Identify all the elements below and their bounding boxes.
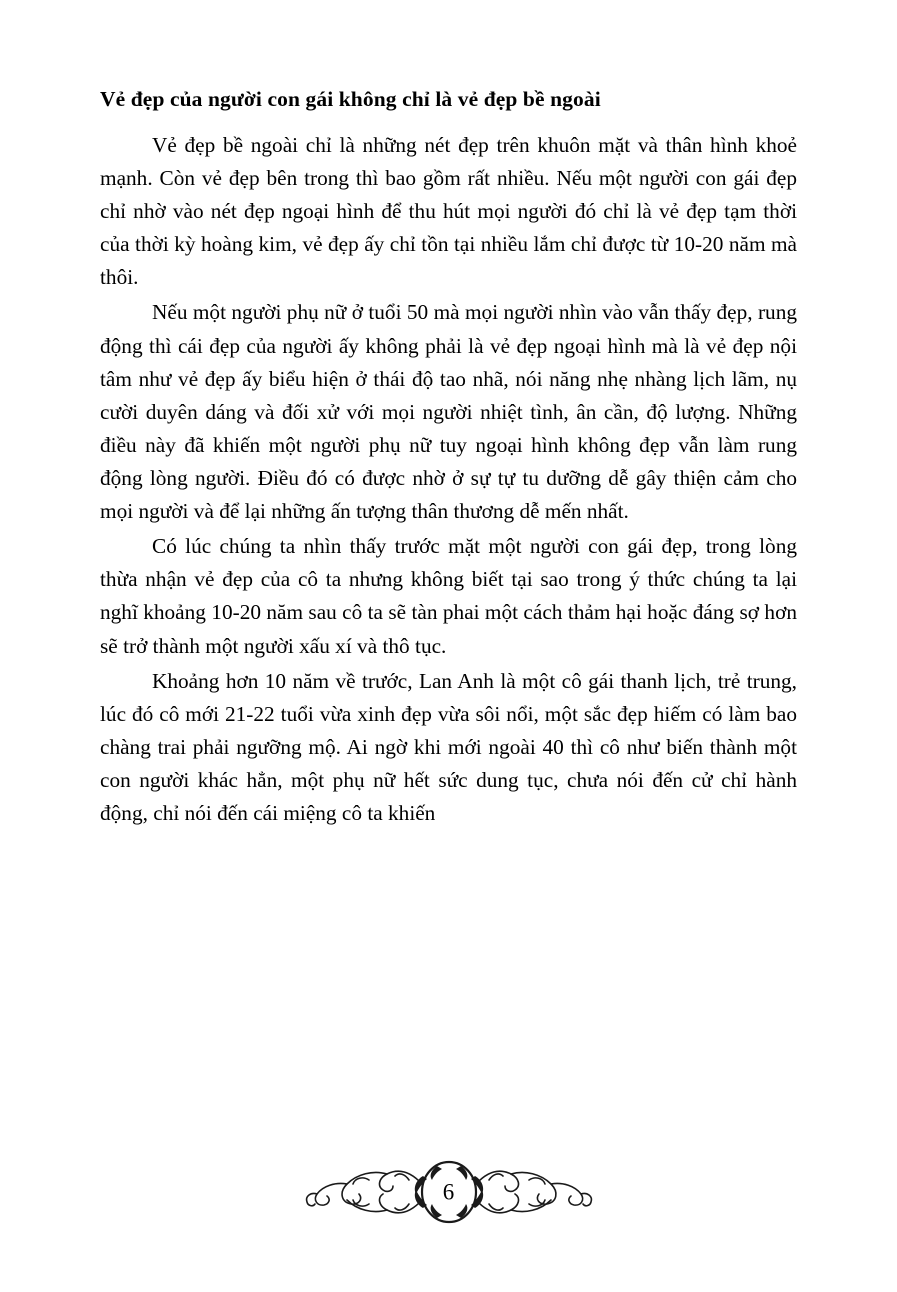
paragraph: Vẻ đẹp bề ngoài chỉ là những nét đẹp trên khuôn mặt và thân hình khoẻ mạnh. Còn vẻ đẹp bên trong thì bao gồm rất nhiều. Nếu một người con gái đẹp chỉ nhờ vào nét đẹp ngoại hình để thu hút mọi người đó chỉ là vẻ đẹp tạm thời của thời kỳ hoàng kim, vẻ đẹp ấy chỉ tồn tại nhiều lắm chỉ được từ 10-20 năm mà thôi. [100,132,797,290]
paragraph: Có lúc chúng ta nhìn thấy trước mặt một người con gái đẹp, trong lòng thừa nhận vẻ đẹp của cô ta nhưng không biết tại sao trong ý thức chúng ta lại nghĩ khoảng 10-20 năm sau cô ta sẽ tàn phai một cách thảm hại hoặc đáng sợ hơn sẽ trở thành một người xấu xí và thô tục. [100,534,797,658]
page-number: 6 [442,1179,455,1205]
page-title: Vẻ đẹp của người con gái không chỉ là vẻ đẹp bề ngoài [100,87,601,111]
paragraph: Khoảng hơn 10 năm về trước, Lan Anh là một cô gái thanh lịch, trẻ trung, lúc đó cô mới 21-22 tuổi vừa xinh đẹp vừa sôi nổi, một sắc đẹp hiếm có làm bao chàng trai phải ngưỡng mộ. Ai ngờ khi mới ngoài 40 thì cô như biến thành một con người khác hẳn, một phụ nữ hết sức dung tục, chưa nói đến cử chỉ hành động, chỉ nói đến cái miệng cô ta khiến [100,668,797,826]
paragraph: Nếu một người phụ nữ ở tuổi 50 mà mọi người nhìn vào vẫn thấy đẹp, rung động thì cái đẹp của người ấy không phải là vẻ đẹp ngoại hình mà là vẻ đẹp nội tâm như vẻ đẹp ấy biểu hiện ở thái độ tao nhã, nói năng nhẹ nhàng lịch lãm, nụ cười duyên dáng và đối xử với mọi người nhiệt tình, ân cần, độ lượng. Những điều này đã khiến một người phụ nữ tuy ngoại hình không đẹp vẫn làm rung động lòng người. Điều đó có được nhờ ở sự tự tu dưỡng dễ gây thiện cảm cho mọi người và để lại những ấn tượng thân thương dễ mến nhất. [100,300,797,524]
page-footer [0,1154,897,1230]
